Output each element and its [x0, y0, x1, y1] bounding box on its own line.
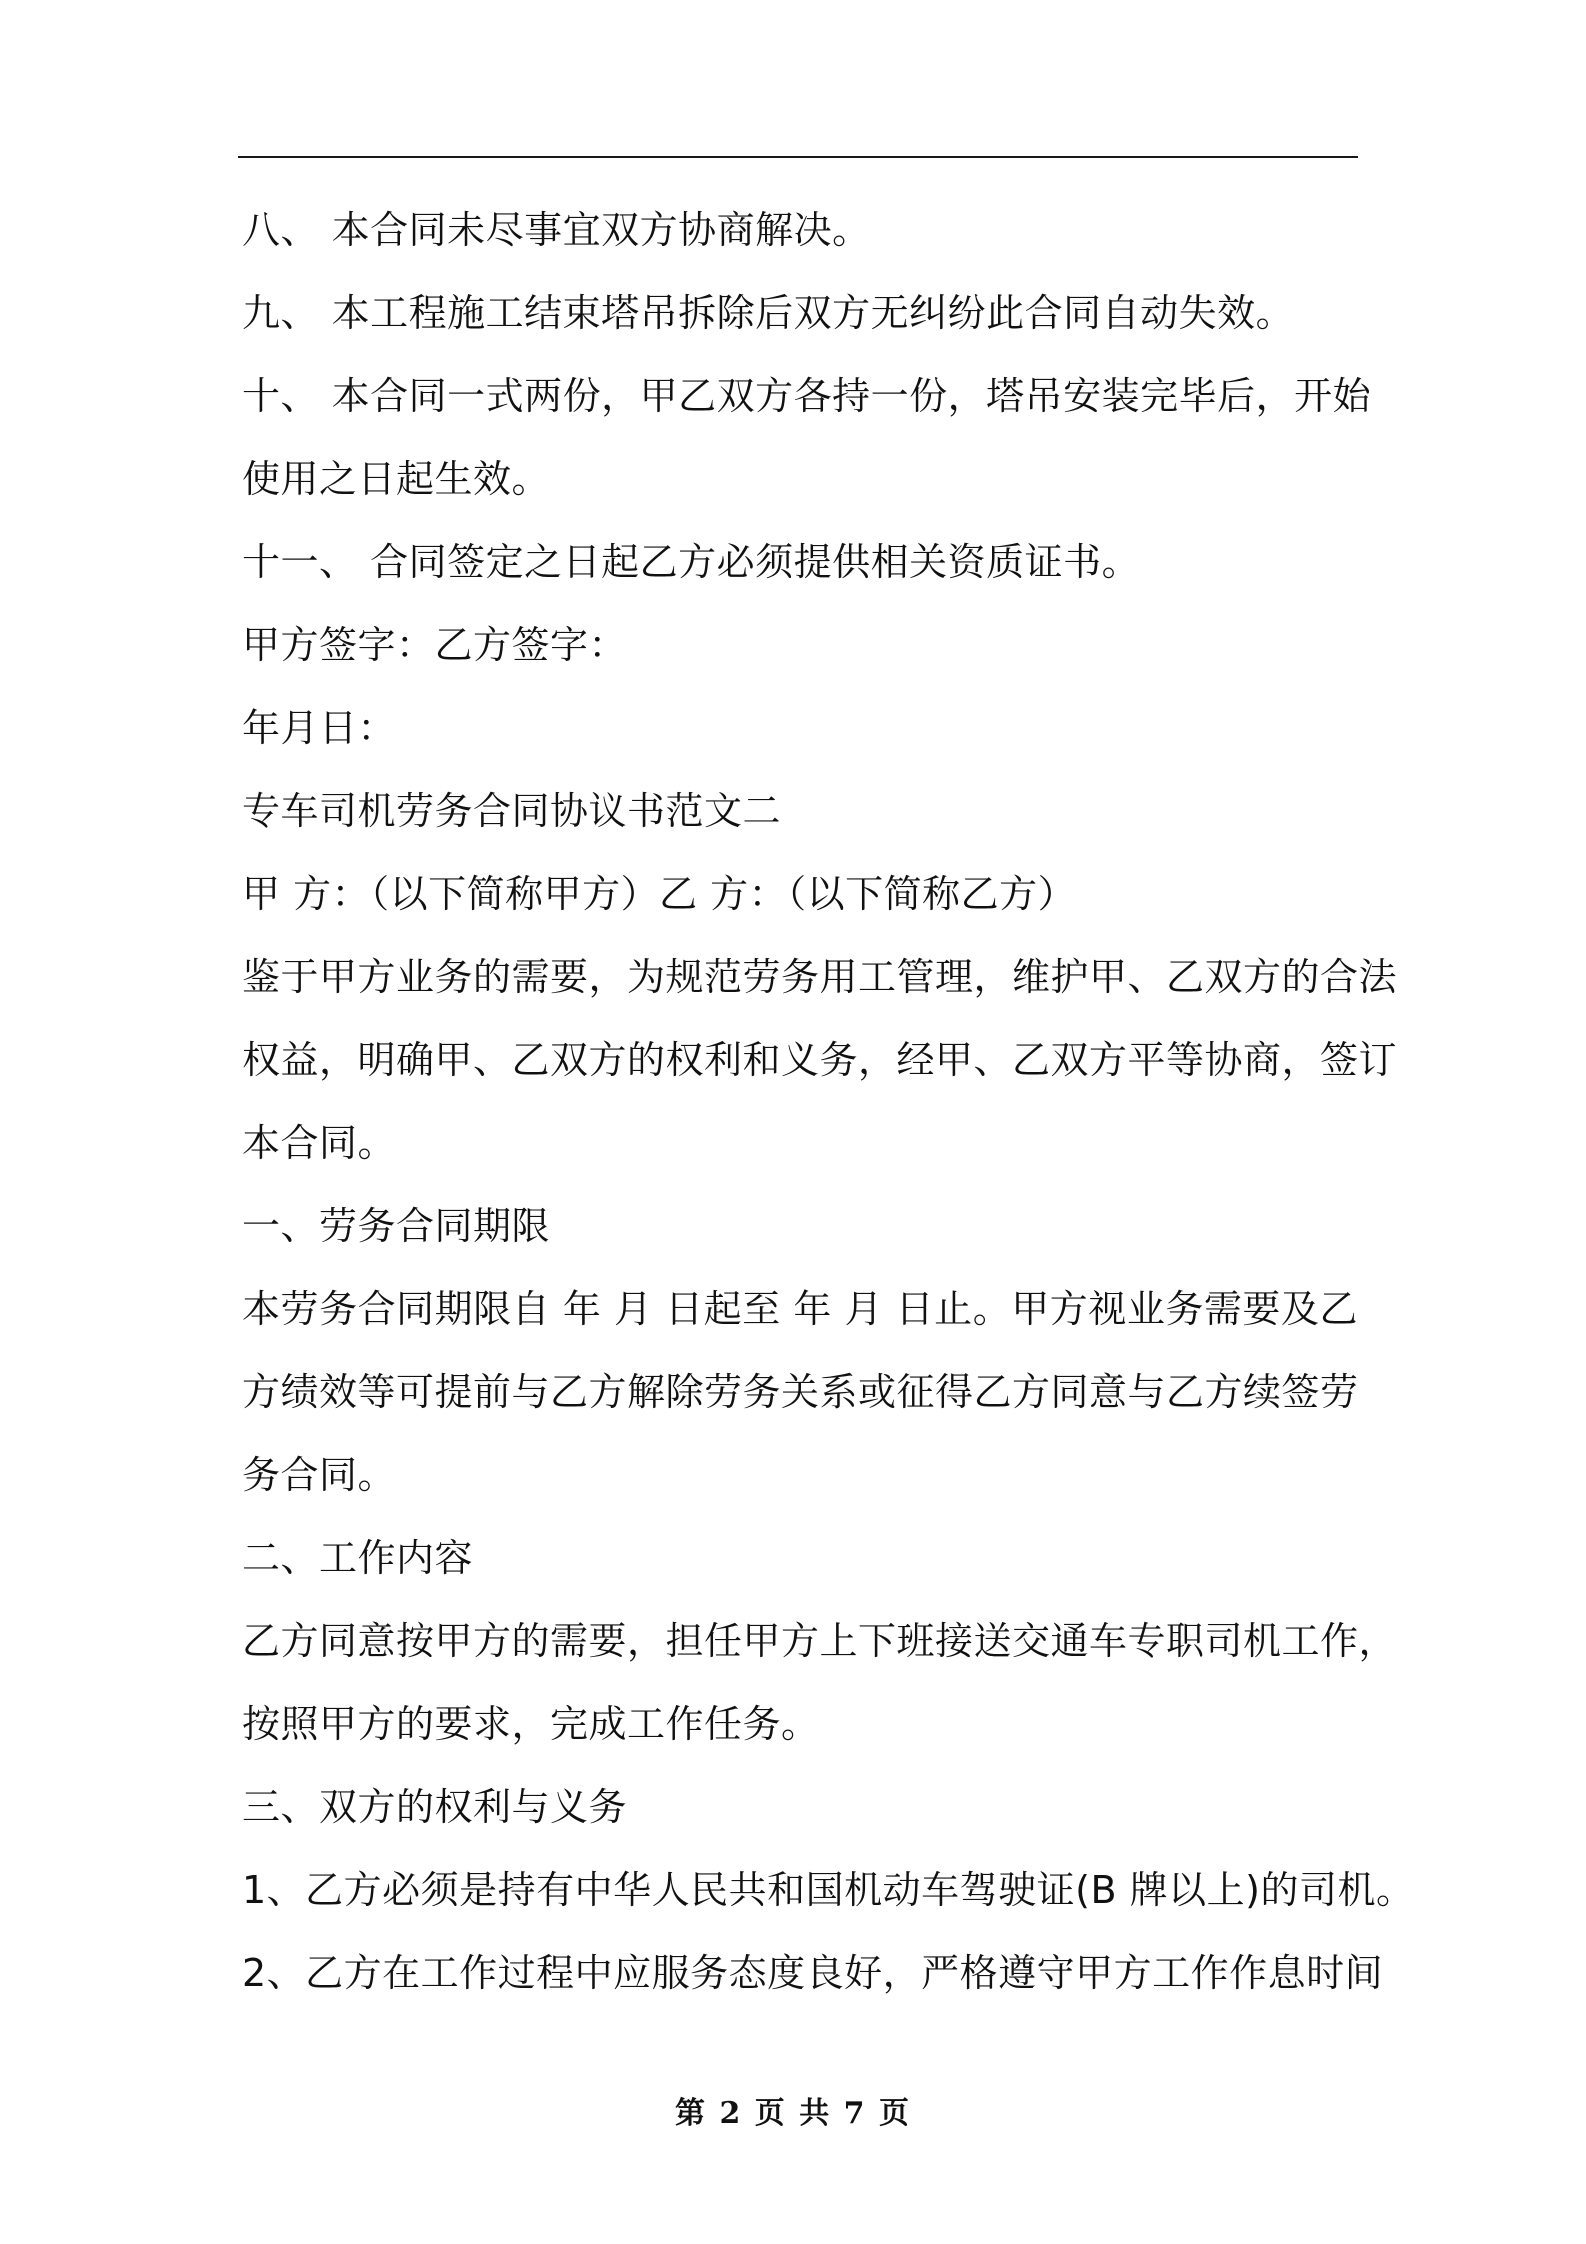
- duty-item-2: 2、乙方在工作过程中应服务态度良好，严格遵守甲方工作作息时间: [242, 1951, 1384, 1995]
- heading-rights-duties: 三、双方的权利与义务: [242, 1785, 628, 1829]
- term-line-1: 本劳务合同期限自 年 月 日起至 年 月 日止。甲方视业务需要及乙: [242, 1287, 1358, 1331]
- term-line-2: 方绩效等可提前与乙方解除劳务关系或征得乙方同意与乙方续签劳: [242, 1370, 1359, 1414]
- preamble-line-2: 权益，明确甲、乙双方的权利和义务，经甲、乙双方平等协商，签订: [242, 1038, 1398, 1082]
- header-rule: [238, 156, 1358, 158]
- work-line-2: 按照甲方的要求，完成工作任务。: [242, 1702, 820, 1746]
- duty-item-1: 1、乙方必须是持有中华人民共和国机动车驾驶证(B 牌以上)的司机。: [242, 1868, 1415, 1912]
- heading-work-content: 二、工作内容: [242, 1536, 474, 1580]
- section-title: 专车司机劳务合同协议书范文二: [242, 789, 782, 833]
- clause-8: 八、 本合同未尽事宜双方协商解决。: [242, 208, 871, 252]
- term-line-3: 务合同。: [242, 1453, 397, 1497]
- preamble-line-3: 本合同。: [242, 1121, 397, 1165]
- clause-10-continued: 使用之日起生效。: [242, 457, 551, 501]
- heading-contract-term: 一、劳务合同期限: [242, 1204, 551, 1248]
- date-line: 年月日：: [242, 706, 397, 750]
- page-number-footer: 第 2 页 共 7 页: [675, 2096, 911, 2131]
- signature-line: 甲方签字：乙方签字：: [242, 623, 628, 667]
- preamble-line-1: 鉴于甲方业务的需要，为规范劳务用工管理，维护甲、乙双方的合法: [242, 955, 1398, 999]
- clause-10: 十、 本合同一式两份，甲乙双方各持一份，塔吊安装完毕后，开始: [242, 374, 1372, 418]
- work-line-1: 乙方同意按甲方的需要，担任甲方上下班接送交通车专职司机工作，: [242, 1619, 1398, 1663]
- clause-11: 十一、 合同签定之日起乙方必须提供相关资质证书。: [242, 540, 1141, 584]
- parties-line: 甲 方：（以下简称甲方）乙 方：（以下简称乙方）: [242, 872, 1077, 916]
- clause-9: 九、 本工程施工结束塔吊拆除后双方无纠纷此合同自动失效。: [242, 291, 1295, 335]
